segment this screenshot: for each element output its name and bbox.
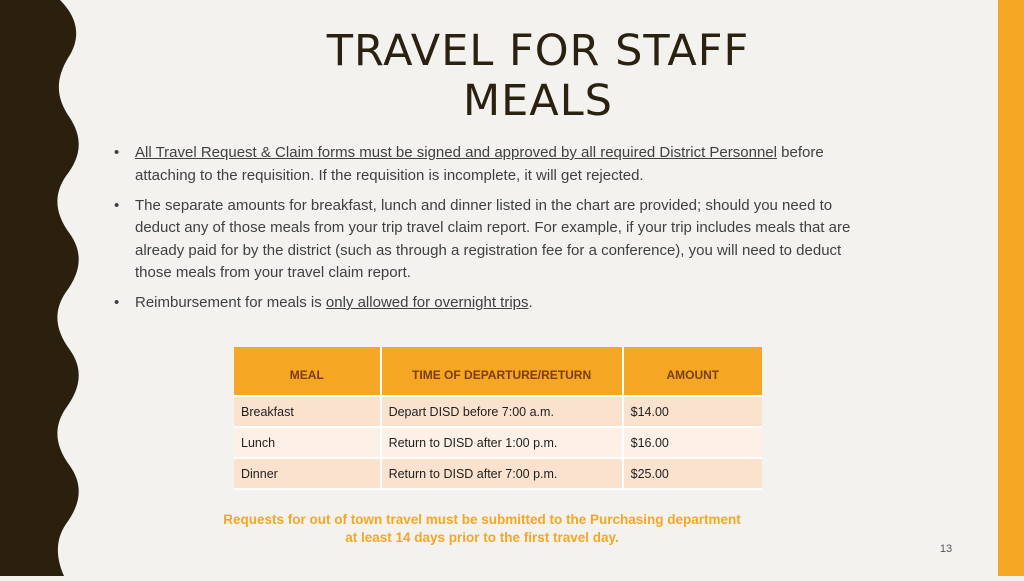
page-number: 13	[939, 543, 953, 555]
amount-cell: $25.00	[623, 458, 762, 489]
meal-amounts-text: The separate amounts for breakfast, lunch and dinner listed in the chart are provided; should you need to deduct any of those meals from your trip travel claim report. For example, if your trip includes meals that are already paid for by the district (such as through a registration fee for a conference), you will need to deduct those meals from your travel claim report.	[135, 196, 851, 281]
bullet-icon: •	[114, 196, 120, 214]
forms-requirement-text: before attaching to the requisition. If the requisition is incomplete, it will get rejected.	[135, 144, 824, 184]
meal-cell: Breakfast	[234, 396, 381, 427]
table-row	[234, 396, 762, 427]
time-cell: Return to DISD after 1:00 p.m.	[381, 427, 623, 458]
title-line-2: MEALS	[463, 76, 613, 126]
meal-cell: Dinner	[234, 458, 381, 489]
notice-line-1: Requests for out of town travel must be submitted to the Purchasing department	[223, 512, 741, 527]
header-meal: MEAL	[234, 347, 381, 396]
meal-cell: Lunch	[234, 427, 381, 458]
bullet-item-meal-amounts	[112, 195, 852, 285]
amount-cell: $14.00	[623, 396, 762, 427]
table-row	[234, 427, 762, 458]
notice-line-2: at least 14 days prior to the first travel day.	[345, 530, 619, 545]
purchasing-notice	[190, 511, 774, 547]
bullet-item-reimbursement	[112, 292, 852, 315]
left-wavy-band	[0, 0, 80, 576]
forms-requirement-underlined: All Travel Request & Claim forms must be signed and approved by all required District Personnel	[135, 144, 777, 161]
bullet-icon: •	[114, 144, 120, 161]
time-cell: Depart DISD before 7:00 a.m.	[381, 396, 623, 427]
slide-title	[300, 26, 776, 126]
bullet-list	[112, 142, 852, 322]
table-row	[234, 458, 762, 489]
overnight-trips-underlined: only allowed for overnight trips	[325, 294, 529, 311]
right-accent-band	[998, 0, 1024, 576]
time-cell: Return to DISD after 7:00 p.m.	[381, 458, 623, 489]
reimbursement-text-end: .	[528, 294, 533, 311]
reimbursement-text-start: Reimbursement for meals is	[135, 294, 326, 311]
header-time: TIME OF DEPARTURE/RETURN	[381, 347, 623, 396]
title-line-1: TRAVEL FOR STAFF	[326, 26, 750, 76]
bullet-item-forms	[112, 142, 852, 187]
table-header-row	[234, 347, 762, 396]
meal-rates-table	[234, 347, 762, 490]
header-amount: AMOUNT	[623, 347, 762, 396]
amount-cell: $16.00	[623, 427, 762, 458]
bullet-icon: •	[114, 294, 120, 311]
